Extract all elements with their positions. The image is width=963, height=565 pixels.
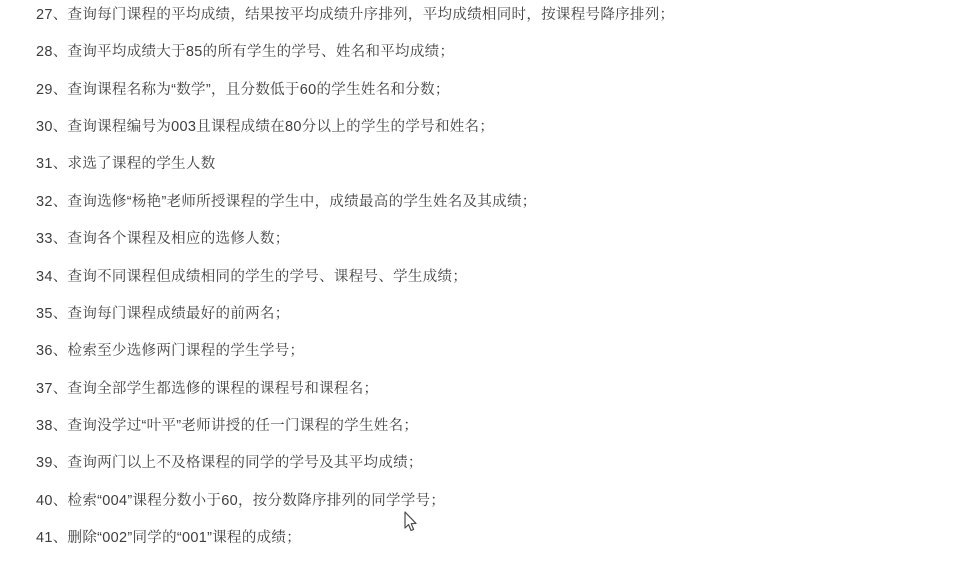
list-item-38 — [36, 416, 953, 453]
question-text: 28、查询平均成绩大于85的所有学生的学号、姓名和平均成绩； — [36, 44, 455, 61]
question-text: 31、求选了课程的学生人数 — [36, 156, 216, 173]
list-item-31 — [36, 154, 953, 191]
list-item-41 — [36, 528, 953, 565]
question-text: 30、查询课程编号为003且课程成绩在80分以上的学生的学号和姓名； — [36, 119, 495, 136]
list-item-29 — [36, 80, 953, 117]
question-text: 27、查询每门课程的平均成绩，结果按平均成绩升序排列，平均成绩相同时，按课程号降序排列； — [36, 7, 675, 23]
question-text: 41、删除“002”同学的“001”课程的成绩； — [36, 530, 302, 547]
question-list — [36, 5, 953, 565]
list-item-35 — [36, 304, 953, 341]
question-text: 32、查询选修“杨艳”老师所授课程的学生中，成绩最高的学生姓名及其成绩； — [36, 193, 537, 210]
list-item-32 — [36, 192, 953, 229]
list-item-34 — [36, 267, 953, 304]
question-text: 37、查询全部学生都选修的课程的课程号和课程名； — [36, 380, 379, 397]
question-text: 39、查询两门以上不及格课程的同学的学号及其平均成绩； — [36, 455, 423, 472]
question-text: 35、查询每门课程成绩最好的前两名； — [36, 305, 290, 322]
list-item-39 — [36, 453, 953, 490]
question-text: 38、查询没学过“叶平”老师讲授的任一门课程的学生姓名； — [36, 417, 419, 434]
question-text: 29、查询课程名称为“数学”，且分数低于60的学生姓名和分数； — [36, 81, 450, 98]
list-item-37 — [36, 379, 953, 416]
list-item-33 — [36, 229, 953, 266]
list-item-36 — [36, 341, 953, 378]
list-item-27 — [36, 5, 953, 42]
question-text: 34、查询不同课程但成绩相同的学生的学号、课程号、学生成绩； — [36, 268, 468, 285]
question-text: 40、检索“004”课程分数小于60，按分数降序排列的同学学号； — [36, 492, 446, 509]
list-item-40 — [36, 491, 953, 528]
list-item-28 — [36, 42, 953, 79]
question-text: 33、查询各个课程及相应的选修人数； — [36, 231, 290, 248]
list-item-30 — [36, 117, 953, 154]
question-text: 36、检索至少选修两门课程的学生学号； — [36, 343, 305, 360]
